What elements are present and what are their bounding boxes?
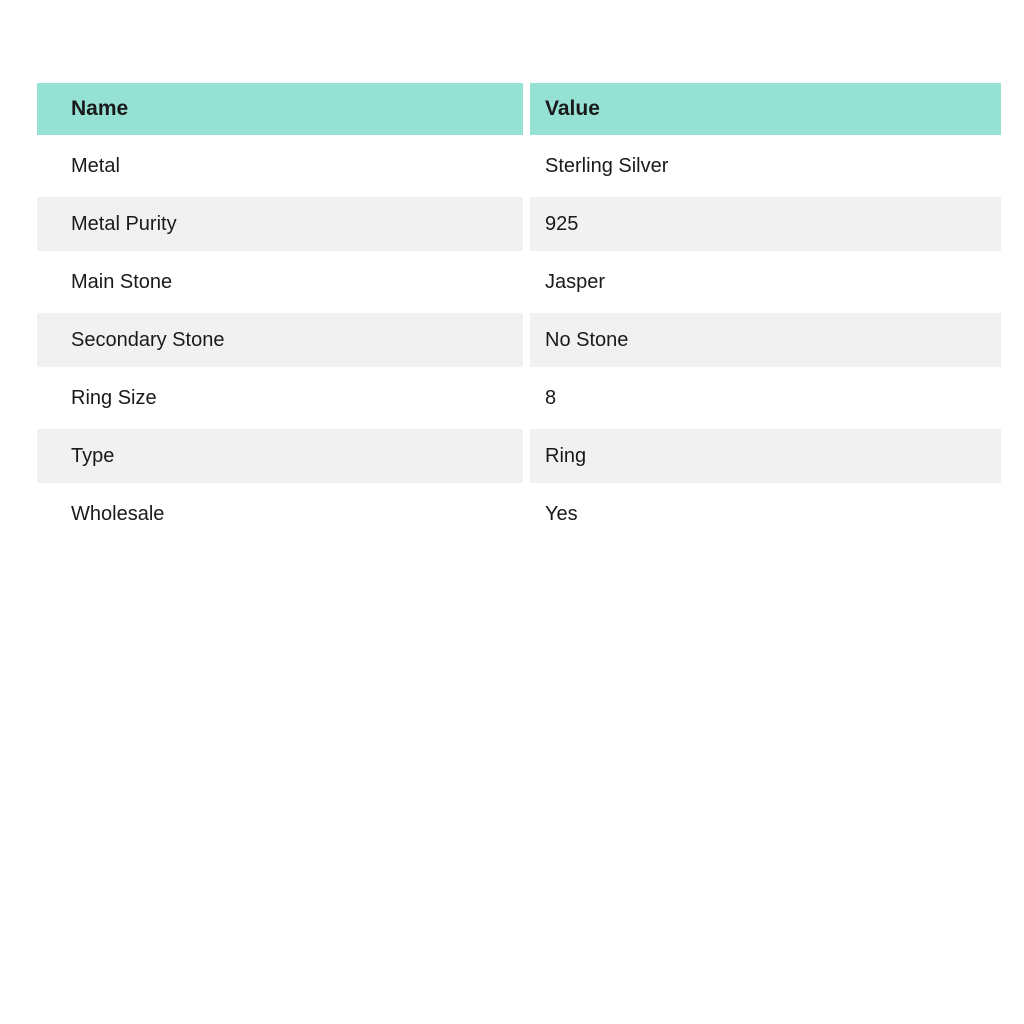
attribute-name-cell: Main Stone xyxy=(37,255,530,309)
attribute-name-cell: Ring Size xyxy=(37,371,530,425)
table-row xyxy=(37,429,1001,483)
attribute-value-cell: No Stone xyxy=(530,313,1001,367)
attribute-name-cell: Metal Purity xyxy=(37,197,530,251)
attribute-name-cell: Metal xyxy=(37,139,530,193)
table-row xyxy=(37,487,1001,541)
table-head xyxy=(37,83,1001,135)
attribute-value-cell: 925 xyxy=(530,197,1001,251)
table-row xyxy=(37,197,1001,251)
attribute-value-cell: Jasper xyxy=(545,270,606,293)
column-header-name: Name xyxy=(37,83,530,135)
attribute-value-cell: Ring xyxy=(530,429,1001,483)
column-header-value: Value xyxy=(530,83,1001,135)
attribute-name-cell: Type xyxy=(37,429,530,483)
attribute-value-cell: 8 xyxy=(545,386,557,409)
table-row xyxy=(37,139,1001,193)
table-row xyxy=(37,313,1001,367)
table-header-row xyxy=(37,83,1001,135)
attribute-name-cell: Secondary Stone xyxy=(37,313,530,367)
table-row xyxy=(37,255,1001,309)
product-attributes-table xyxy=(37,79,1001,545)
attribute-name-cell: Wholesale xyxy=(37,487,530,541)
attribute-value-cell: Yes xyxy=(545,502,578,525)
table-body xyxy=(37,139,1001,541)
table-row xyxy=(37,371,1001,425)
attribute-value-cell: Sterling Silver xyxy=(545,154,669,177)
